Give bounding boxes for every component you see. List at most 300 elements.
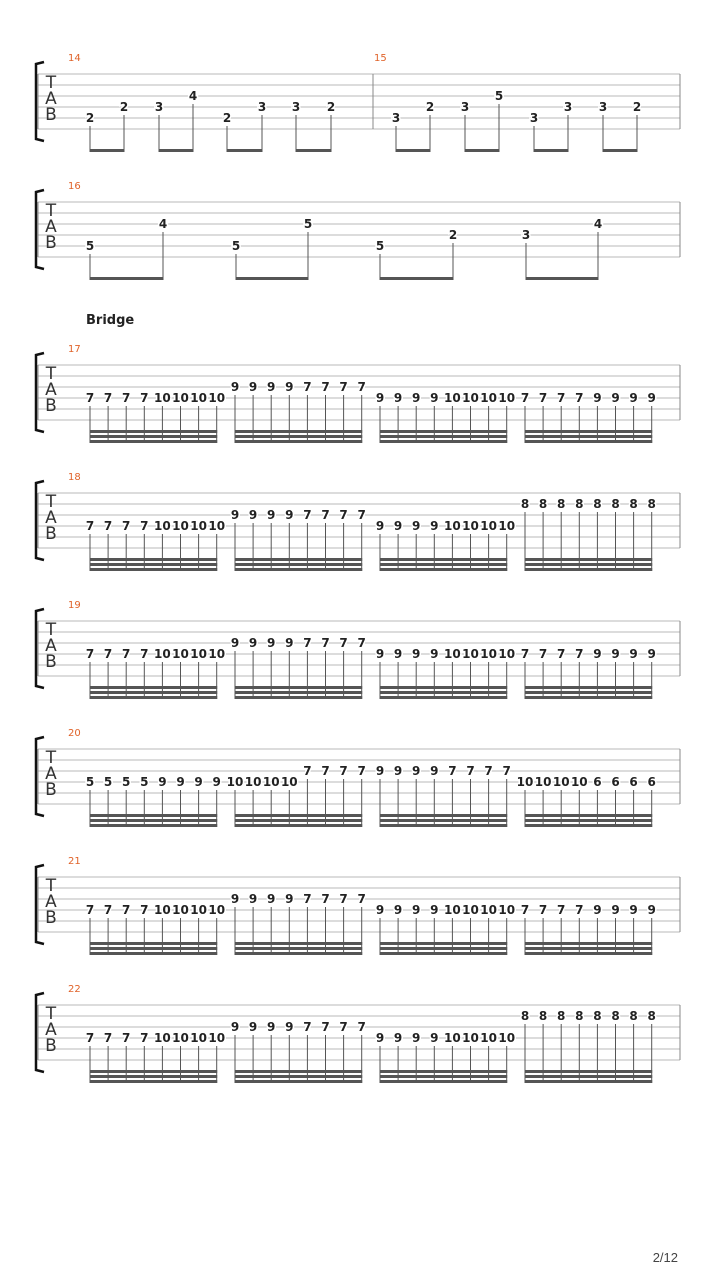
fret-number: 7 <box>357 380 366 394</box>
fret-number: 10 <box>190 391 207 405</box>
fret-number: 9 <box>248 508 258 522</box>
fret-number: 7 <box>557 647 566 661</box>
beam <box>380 1080 508 1083</box>
fret-number: 9 <box>375 647 385 661</box>
fret-number: 10 <box>172 519 189 533</box>
fret-number: 3 <box>529 111 539 125</box>
beam <box>525 563 653 566</box>
measure-number: 14 <box>68 53 81 64</box>
fret-number: 7 <box>85 391 95 405</box>
beam <box>380 819 508 822</box>
fret-number: 8 <box>575 497 584 511</box>
fret-number: 9 <box>285 1020 294 1034</box>
fret-number: 9 <box>412 764 421 778</box>
fret-number: 8 <box>538 497 548 511</box>
beam <box>90 1080 218 1083</box>
fret-number: 9 <box>611 903 620 917</box>
fret-number: 7 <box>339 892 348 906</box>
fret-number: 10 <box>208 1031 226 1045</box>
fret-number: 10 <box>552 775 570 789</box>
fret-number: 9 <box>285 508 294 522</box>
beam <box>525 942 653 945</box>
beam <box>534 149 569 152</box>
fret-number: 7 <box>140 519 149 533</box>
fret-number: 5 <box>375 239 385 253</box>
fret-number: 10 <box>154 647 171 661</box>
beam <box>235 696 363 699</box>
fret-number: 9 <box>393 764 403 778</box>
fret-number: 5 <box>85 239 95 253</box>
fret-number: 10 <box>534 775 552 789</box>
fret-number: 3 <box>291 100 301 114</box>
fret-number: 6 <box>629 775 638 789</box>
fret-number: 7 <box>103 1031 113 1045</box>
fret-number: 10 <box>262 775 280 789</box>
fret-number: 7 <box>538 647 548 661</box>
beam <box>90 558 218 561</box>
fret-number: 7 <box>357 892 366 906</box>
fret-number: 7 <box>103 391 113 405</box>
fret-number: 7 <box>303 636 312 650</box>
tab-system <box>36 472 680 571</box>
fret-number: 9 <box>248 1020 258 1034</box>
beam <box>525 1070 653 1073</box>
tab-system <box>36 344 680 443</box>
fret-number: 9 <box>393 903 403 917</box>
fret-number: 9 <box>375 519 385 533</box>
beam <box>90 1075 218 1078</box>
tab-clef-letter: T <box>45 201 57 221</box>
fret-number: 9 <box>593 903 602 917</box>
beam <box>525 440 653 443</box>
tab-clef-letter: B <box>45 780 57 800</box>
beam <box>90 440 218 443</box>
fret-number: 9 <box>430 903 439 917</box>
beam <box>235 814 363 817</box>
beam <box>380 942 508 945</box>
fret-number: 7 <box>321 636 330 650</box>
fret-number: 10 <box>480 391 497 405</box>
fret-number: 10 <box>462 391 479 405</box>
beam <box>90 686 218 689</box>
fret-number: 10 <box>154 903 171 917</box>
beam <box>525 696 653 699</box>
fret-number: 9 <box>267 1020 276 1034</box>
fret-number: 10 <box>498 903 516 917</box>
beam <box>525 691 653 694</box>
fret-number: 7 <box>321 892 330 906</box>
fret-number: 10 <box>154 519 171 533</box>
fret-number: 8 <box>629 1009 638 1023</box>
fret-number: 9 <box>267 636 276 650</box>
beam <box>525 435 653 438</box>
fret-number: 10 <box>208 519 226 533</box>
fret-number: 9 <box>267 508 276 522</box>
measure-number: 17 <box>68 344 81 355</box>
fret-number: 8 <box>647 1009 656 1023</box>
measure-number: 20 <box>68 728 81 739</box>
fret-number: 7 <box>140 391 149 405</box>
beam <box>525 819 653 822</box>
fret-number: 9 <box>375 1031 385 1045</box>
beam <box>90 952 218 955</box>
fret-number: 7 <box>321 764 330 778</box>
beam <box>380 686 508 689</box>
fret-number: 9 <box>611 391 620 405</box>
beam <box>90 430 218 433</box>
fret-number: 9 <box>248 636 258 650</box>
beam <box>380 696 508 699</box>
fret-number: 10 <box>462 647 479 661</box>
fret-number: 7 <box>85 647 95 661</box>
beam <box>396 149 431 152</box>
fret-number: 3 <box>391 111 401 125</box>
beam <box>90 149 125 152</box>
fret-number: 9 <box>430 647 439 661</box>
tab-clef-letter: T <box>45 620 57 640</box>
measure-number: 15 <box>374 53 387 64</box>
fret-number: 9 <box>393 391 403 405</box>
fret-number: 10 <box>154 391 171 405</box>
fret-number: 7 <box>538 903 548 917</box>
fret-number: 9 <box>267 380 276 394</box>
fret-number: 2 <box>632 100 642 114</box>
page-number: 2/12 <box>652 1250 678 1265</box>
fret-number: 6 <box>647 775 656 789</box>
beam <box>380 947 508 950</box>
fret-number: 9 <box>629 647 638 661</box>
fret-number: 2 <box>85 111 95 125</box>
fret-number: 9 <box>647 647 656 661</box>
fret-number: 10 <box>480 647 497 661</box>
fret-number: 9 <box>212 775 221 789</box>
tab-clef-letter: B <box>45 396 57 416</box>
fret-number: 10 <box>570 775 588 789</box>
beam <box>235 1075 363 1078</box>
fret-number: 10 <box>172 391 189 405</box>
fret-number: 3 <box>257 100 267 114</box>
fret-number: 9 <box>248 380 258 394</box>
fret-number: 9 <box>412 647 421 661</box>
fret-number: 7 <box>339 636 348 650</box>
fret-number: 3 <box>521 228 531 242</box>
fret-number: 8 <box>575 1009 584 1023</box>
tab-system <box>36 984 680 1083</box>
tab-system <box>36 181 680 280</box>
fret-number: 4 <box>188 89 198 103</box>
fret-number: 7 <box>85 1031 95 1045</box>
fret-number: 8 <box>593 1009 602 1023</box>
fret-number: 10 <box>172 903 189 917</box>
fret-number: 7 <box>339 764 348 778</box>
beam <box>90 819 218 822</box>
fret-number: 10 <box>498 647 516 661</box>
measure-number: 16 <box>68 181 81 192</box>
beam <box>235 568 363 571</box>
measure-number: 19 <box>68 600 81 611</box>
fret-number: 7 <box>466 764 475 778</box>
fret-number: 9 <box>430 1031 439 1045</box>
beam <box>235 1080 363 1083</box>
tab-clef-letter: A <box>45 508 57 528</box>
beam <box>603 149 638 152</box>
tab-system <box>36 728 680 827</box>
fret-number: 7 <box>122 391 131 405</box>
fret-number: 10 <box>480 519 497 533</box>
beam <box>380 952 508 955</box>
beam <box>235 942 363 945</box>
beam <box>525 568 653 571</box>
fret-number: 5 <box>140 775 149 789</box>
beam <box>227 149 263 152</box>
fret-number: 7 <box>520 903 530 917</box>
fret-number: 9 <box>375 391 385 405</box>
fret-number: 9 <box>230 636 240 650</box>
fret-number: 9 <box>393 519 403 533</box>
fret-number: 10 <box>190 903 207 917</box>
fret-number: 9 <box>412 519 421 533</box>
beam <box>380 824 508 827</box>
fret-number: 2 <box>425 100 435 114</box>
fret-number: 7 <box>484 764 493 778</box>
fret-number: 5 <box>122 775 131 789</box>
fret-number: 10 <box>462 1031 479 1045</box>
fret-number: 7 <box>575 903 584 917</box>
tab-clef-letter: B <box>45 524 57 544</box>
beam <box>235 947 363 950</box>
fret-number: 10 <box>226 775 244 789</box>
fret-number: 10 <box>190 1031 207 1045</box>
tab-clef-letter: A <box>45 217 57 237</box>
tab-system <box>36 53 680 152</box>
fret-number: 7 <box>321 1020 330 1034</box>
fret-number: 7 <box>357 764 366 778</box>
beam <box>525 1080 653 1083</box>
fret-number: 7 <box>103 903 113 917</box>
tab-system <box>36 600 680 699</box>
fret-number: 7 <box>122 903 131 917</box>
fret-number: 7 <box>448 764 457 778</box>
fret-number: 7 <box>575 647 584 661</box>
tab-clef-letter: T <box>45 364 57 384</box>
beam <box>525 558 653 561</box>
beam <box>236 277 309 280</box>
fret-number: 7 <box>140 647 149 661</box>
fret-number: 10 <box>208 903 226 917</box>
tab-system <box>36 856 680 955</box>
fret-number: 7 <box>303 764 312 778</box>
beam <box>90 814 218 817</box>
beam <box>90 942 218 945</box>
fret-number: 10 <box>480 1031 497 1045</box>
beam <box>525 430 653 433</box>
fret-number: 9 <box>647 903 656 917</box>
fret-number: 7 <box>339 508 348 522</box>
fret-number: 8 <box>629 497 638 511</box>
measure-number: 22 <box>68 984 81 995</box>
fret-number: 5 <box>231 239 241 253</box>
fret-number: 9 <box>629 391 638 405</box>
fret-number: 8 <box>611 497 620 511</box>
fret-number: 10 <box>444 1031 461 1045</box>
tab-clef-letter: B <box>45 233 57 253</box>
measure-number: 18 <box>68 472 81 483</box>
tab-clef-letter: A <box>45 89 57 109</box>
fret-number: 9 <box>430 519 439 533</box>
fret-number: 10 <box>244 775 262 789</box>
fret-number: 9 <box>230 380 240 394</box>
beam <box>380 558 508 561</box>
beam <box>235 819 363 822</box>
fret-number: 10 <box>444 519 461 533</box>
section-label: Bridge <box>86 313 135 328</box>
beam <box>380 277 454 280</box>
fret-number: 9 <box>393 1031 403 1045</box>
fret-number: 3 <box>460 100 470 114</box>
tab-clef-letter: B <box>45 1036 57 1056</box>
fret-number: 9 <box>194 775 203 789</box>
fret-number: 9 <box>285 380 294 394</box>
fret-number: 7 <box>502 764 511 778</box>
beam <box>235 824 363 827</box>
beam <box>380 435 508 438</box>
beam <box>380 440 508 443</box>
fret-number: 9 <box>230 892 240 906</box>
tab-clef-letter: B <box>45 652 57 672</box>
fret-number: 8 <box>520 1009 530 1023</box>
fret-number: 7 <box>339 1020 348 1034</box>
fret-number: 6 <box>611 775 620 789</box>
beam <box>380 814 508 817</box>
beam <box>296 149 332 152</box>
fret-number: 9 <box>393 647 403 661</box>
fret-number: 7 <box>557 903 566 917</box>
beam <box>525 686 653 689</box>
fret-number: 6 <box>593 775 602 789</box>
beam <box>380 691 508 694</box>
fret-number: 10 <box>444 647 461 661</box>
fret-number: 8 <box>593 497 602 511</box>
fret-number: 9 <box>593 647 602 661</box>
beam <box>525 824 653 827</box>
fret-number: 7 <box>122 647 131 661</box>
fret-number: 10 <box>172 1031 189 1045</box>
tab-clef-letter: T <box>45 73 57 93</box>
beam <box>90 691 218 694</box>
fret-number: 10 <box>154 1031 171 1045</box>
fret-number: 7 <box>85 519 95 533</box>
fret-number: 4 <box>158 217 168 231</box>
fret-number: 7 <box>575 391 584 405</box>
fret-number: 10 <box>462 519 479 533</box>
fret-number: 7 <box>85 903 95 917</box>
fret-number: 7 <box>303 1020 312 1034</box>
fret-number: 9 <box>647 391 656 405</box>
fret-number: 10 <box>462 903 479 917</box>
fret-number: 8 <box>520 497 530 511</box>
fret-number: 9 <box>593 391 602 405</box>
fret-number: 10 <box>280 775 298 789</box>
beam <box>235 440 363 443</box>
tab-clef-letter: B <box>45 105 57 125</box>
tab-clef-letter: B <box>45 908 57 928</box>
fret-number: 10 <box>498 519 516 533</box>
fret-number: 7 <box>303 508 312 522</box>
fret-number: 9 <box>611 647 620 661</box>
tab-clef-letter: T <box>45 748 57 768</box>
beam <box>90 696 218 699</box>
fret-number: 7 <box>103 647 113 661</box>
fret-number: 2 <box>448 228 458 242</box>
beam <box>526 277 599 280</box>
beam <box>90 568 218 571</box>
fret-number: 4 <box>593 217 603 231</box>
tab-clef-letter: A <box>45 1020 57 1040</box>
fret-number: 2 <box>326 100 336 114</box>
fret-number: 8 <box>647 497 656 511</box>
fret-number: 7 <box>339 380 348 394</box>
fret-number: 10 <box>498 391 516 405</box>
fret-number: 10 <box>208 391 226 405</box>
tab-clef-letter: T <box>45 1004 57 1024</box>
beam <box>235 952 363 955</box>
fret-number: 8 <box>538 1009 548 1023</box>
beam <box>235 435 363 438</box>
tab-clef-letter: T <box>45 876 57 896</box>
fret-number: 9 <box>285 636 294 650</box>
fret-number: 10 <box>172 647 189 661</box>
fret-number: 9 <box>430 391 439 405</box>
beam <box>380 568 508 571</box>
fret-number: 9 <box>412 903 421 917</box>
fret-number: 9 <box>176 775 185 789</box>
fret-number: 10 <box>480 903 497 917</box>
fret-number: 10 <box>444 903 461 917</box>
fret-number: 10 <box>516 775 534 789</box>
fret-number: 10 <box>190 519 207 533</box>
tab-clef-letter: A <box>45 636 57 656</box>
beam <box>525 814 653 817</box>
fret-number: 9 <box>375 903 385 917</box>
fret-number: 7 <box>357 1020 366 1034</box>
fret-number: 3 <box>598 100 608 114</box>
fret-number: 7 <box>303 892 312 906</box>
fret-number: 9 <box>629 903 638 917</box>
tab-clef-letter: A <box>45 380 57 400</box>
beam <box>235 563 363 566</box>
tab-clef-letter: A <box>45 764 57 784</box>
beam <box>90 435 218 438</box>
beam <box>235 430 363 433</box>
fret-number: 7 <box>538 391 548 405</box>
fret-number: 7 <box>103 519 113 533</box>
beam <box>380 430 508 433</box>
fret-number: 9 <box>430 764 439 778</box>
beam <box>465 149 500 152</box>
fret-number: 5 <box>494 89 504 103</box>
fret-number: 9 <box>412 1031 421 1045</box>
beam <box>235 558 363 561</box>
fret-number: 8 <box>557 1009 566 1023</box>
beam <box>159 149 194 152</box>
fret-number: 10 <box>498 1031 516 1045</box>
fret-number: 7 <box>357 508 366 522</box>
beam <box>90 1070 218 1073</box>
fret-number: 7 <box>357 636 366 650</box>
beam <box>380 1070 508 1073</box>
fret-number: 2 <box>222 111 232 125</box>
fret-number: 2 <box>119 100 129 114</box>
